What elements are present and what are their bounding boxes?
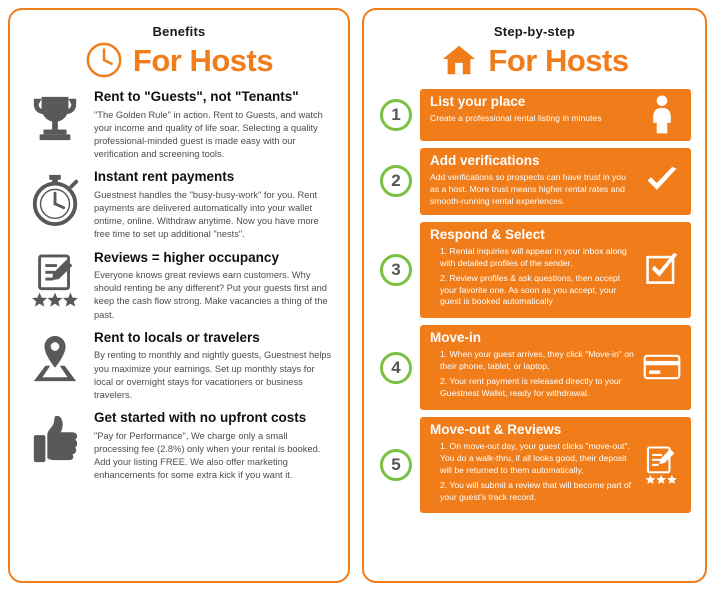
step-content	[420, 222, 691, 318]
step-content	[420, 325, 691, 410]
step-sublist-item: 2. Review profiles & ask questions, then accept your favorite one. As soon as you accept, your guest is booked automatically	[440, 272, 621, 307]
step-sublist-item: 2. You will submit a review that will become part of your guest's track record.	[440, 479, 632, 502]
step-number-badge	[378, 89, 414, 141]
benefit-title: Reviews = higher occupancy	[94, 249, 279, 265]
benefits-eyebrow: Benefits	[152, 24, 206, 39]
benefit-body	[94, 89, 334, 161]
steps-list	[378, 89, 691, 513]
map-pin-icon	[24, 330, 86, 384]
step-sublist	[430, 246, 635, 308]
benefits-headline	[24, 41, 334, 79]
benefit-desc: By renting to monthly and nightly guests, Guestnest helps you maximize your earnings. Set up monthly stays for local or overnight stays for vacationers or business travelers.	[94, 350, 332, 400]
steps-eyebrow: Step-by-step	[493, 24, 576, 39]
benefit-desc: "The Golden Rule" in action. Rent to Guests, and watch your income and quality of life soar. Selecting a quality professional-minded guest is made easy with our verification and screening tools.	[94, 109, 323, 160]
steps-headline-text: For Hosts	[488, 42, 629, 78]
step-sublist	[430, 349, 635, 399]
benefit-body	[94, 330, 334, 402]
step-title: Respond & Select	[430, 226, 545, 242]
step-content	[420, 89, 691, 141]
step-desc: Add verifications so prospects can have trust in you as a host. More trust means higher rental rates and smooth-running rental experiences.	[430, 172, 626, 206]
benefit-title: Get started with no upfront costs	[94, 410, 307, 426]
step-number-badge	[378, 325, 414, 410]
step-content	[420, 417, 691, 513]
benefit-body	[94, 169, 334, 241]
step-sublist-item: 1. On move-out day, your guest clicks "move-out". You do a walk-thru, if all looks good, their deposit will be returned to them automatically.	[440, 441, 630, 475]
person-icon	[641, 94, 683, 134]
step-number: 5	[380, 449, 412, 481]
benefit-desc: Everyone knows great reviews earn customers. Why should renting be any different? Put your guests first and keep the cash flow strong. Make vacancies a thing of the past.	[94, 270, 328, 320]
step-sublist-item: 2. Your rent payment is released directly to your Guestnest Wallet, ready for withdrawal.	[440, 376, 622, 399]
step-number: 2	[380, 165, 412, 197]
check-mark-icon	[641, 165, 683, 196]
benefits-headline-text: For Hosts	[132, 42, 274, 78]
step-number-badge	[378, 148, 414, 215]
clock-icon	[85, 41, 123, 79]
benefit-item	[24, 89, 334, 161]
benefits-panel	[8, 8, 350, 583]
benefit-desc: Guestnest handles the "busy-busy-work" for you. Rent payments are delivered automatically into your wallet ontime, online. Withdraw anytime. Now you have more free time to set up additional "nests".	[94, 189, 319, 240]
benefit-item	[24, 250, 334, 322]
step-number: 4	[380, 352, 412, 384]
step-text	[430, 94, 635, 125]
step-sublist-item: 1. When your guest arrives, they click "Move-in" on their phone, tablet, or laptop,	[440, 349, 634, 372]
step-text	[430, 330, 635, 403]
step-desc: Create a professional rental listing in minutes	[430, 113, 602, 124]
benefit-title: Rent to "Guests", not "Tenants"	[94, 89, 299, 104]
step-title: Add verifications	[430, 153, 540, 168]
house-icon	[440, 41, 478, 79]
thumbs-up-icon	[24, 410, 86, 464]
step-text	[430, 153, 635, 208]
benefit-item	[24, 410, 334, 482]
benefit-title: Instant rent payments	[94, 169, 235, 185]
step-item	[378, 148, 691, 215]
benefit-title: Rent to locals or travelers	[94, 329, 260, 345]
step-number: 1	[380, 99, 412, 131]
credit-card-icon	[641, 354, 683, 380]
step-content	[420, 148, 691, 215]
step-item	[378, 325, 691, 410]
steps-headline	[378, 41, 691, 79]
step-text	[430, 422, 635, 506]
step-title: List your place	[430, 94, 526, 109]
stopwatch-icon	[24, 169, 86, 227]
steps-panel	[362, 8, 707, 583]
step-item	[378, 417, 691, 513]
step-text	[430, 227, 635, 311]
step-number-badge	[378, 222, 414, 318]
benefit-desc: "Pay for Performance", We charge only a small processing fee (2.8%) only when your rental is booked. Add your listing FREE. We also offer marketing enhancements for some extra kick if you want it.	[94, 430, 321, 481]
step-sublist	[430, 441, 635, 503]
step-number: 3	[380, 254, 412, 286]
review-stars-icon	[24, 250, 86, 308]
step-title: Move-in	[430, 330, 482, 346]
trophy-icon	[24, 89, 86, 143]
step-item	[378, 222, 691, 318]
step-sublist-item: 1. Rental inquiries will appear in your inbox along with detailed profiles of the sender.	[440, 245, 627, 268]
benefit-body	[94, 410, 334, 482]
review-stars-icon	[641, 444, 683, 484]
benefit-item	[24, 169, 334, 241]
step-number-badge	[378, 417, 414, 513]
step-title: Move-out & Reviews	[430, 421, 562, 437]
benefit-body	[94, 250, 334, 322]
step-item	[378, 89, 691, 141]
checkbox-icon	[641, 252, 683, 286]
benefit-item	[24, 330, 334, 402]
